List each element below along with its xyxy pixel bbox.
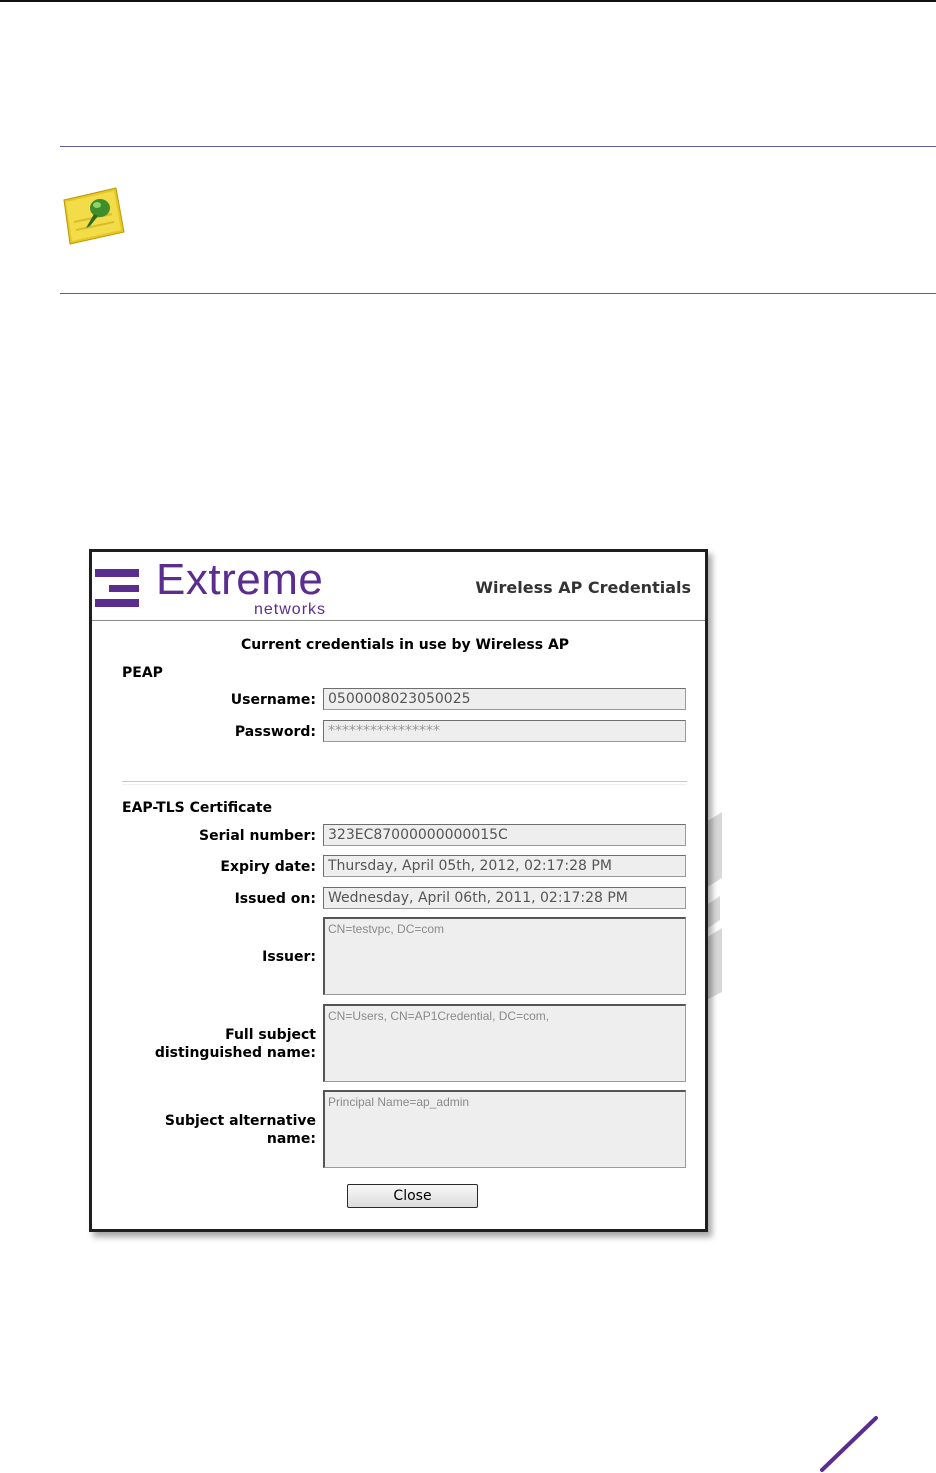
subject-alt-name-label-line1: Subject alternative [164, 1113, 316, 1129]
password-field[interactable]: **************** [323, 720, 686, 742]
note-pin-icon [60, 186, 126, 246]
note-bottom-rule [60, 293, 936, 294]
eap-tls-section-title: EAP-TLS Certificate [122, 800, 273, 816]
subject-alt-name-field[interactable]: Principal Name=ap_admin [323, 1090, 686, 1168]
subject-alt-name-label [165, 1112, 316, 1148]
credentials-dialog [89, 549, 708, 1232]
username-field[interactable]: 0500008023050025 [323, 688, 686, 710]
password-label: Password: [234, 724, 316, 740]
full-subject-label [155, 1026, 316, 1062]
dialog-subtitle: Current credentials in use by Wireless AP [240, 637, 570, 653]
top-rule [0, 0, 936, 2]
dialog-title: Wireless AP Credentials [475, 578, 691, 597]
expiry-date-label: Expiry date: [220, 859, 316, 875]
note-top-rule [60, 146, 936, 147]
slash-mark-icon [818, 1416, 880, 1472]
serial-number-field[interactable]: 323EC87000000000015C [323, 824, 686, 846]
dialog-header [92, 552, 705, 621]
issuer-field[interactable]: CN=testvpc, DC=com [323, 917, 686, 995]
issued-on-label: Issued on: [234, 891, 316, 907]
brand-subname: networks [254, 601, 327, 618]
full-subject-field[interactable]: CN=Users, CN=AP1Credential, DC=com, [323, 1004, 686, 1082]
brand-name: Extreme [156, 555, 324, 604]
serial-number-label: Serial number: [199, 828, 316, 844]
subject-alt-name-label-line2: name: [266, 1131, 316, 1147]
issued-on-field[interactable]: Wednesday, April 06th, 2011, 02:17:28 PM [323, 887, 686, 909]
expiry-date-field[interactable]: Thursday, April 05th, 2012, 02:17:28 PM [323, 855, 686, 877]
full-subject-label-line2: distinguished name: [154, 1045, 316, 1061]
issuer-label: Issuer: [262, 949, 316, 965]
peap-section-title: PEAP [122, 665, 163, 681]
section-divider [122, 781, 687, 785]
full-subject-label-line1: Full subject [225, 1027, 316, 1043]
username-label: Username: [230, 692, 316, 708]
close-button[interactable]: Close [347, 1184, 478, 1208]
extreme-logo-icon [95, 565, 139, 609]
